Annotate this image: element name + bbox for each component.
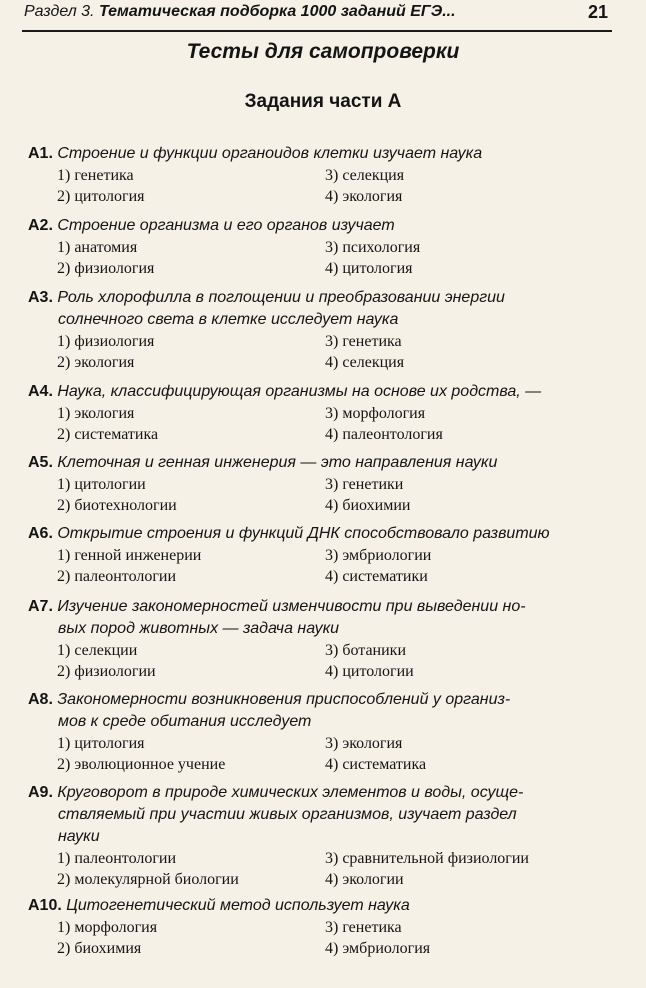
answer-option: 2) физиология (57, 260, 155, 277)
question-number: А7. (28, 598, 53, 615)
answer-option: 2) биохимия (57, 940, 142, 957)
answer-option: 1) анатомия (57, 239, 138, 256)
answer-option: 4) палеонтология (325, 426, 443, 443)
answer-option: 4) цитологии (325, 663, 414, 680)
answer-option: 1) палеонтологии (57, 850, 177, 867)
answer-options (28, 331, 618, 375)
answer-option: 1) генной инженерии (57, 547, 202, 564)
question-number: А8. (28, 691, 53, 708)
answer-option: 4) цитология (325, 260, 413, 277)
question-text: Клеточная и генная инженерия — это направления науки (57, 454, 498, 471)
answer-options (28, 237, 618, 281)
answer-option: 2) палеонтологии (57, 568, 177, 585)
answer-option: 4) биохимии (325, 497, 411, 514)
header-section (24, 3, 456, 21)
answer-options (28, 848, 618, 892)
answer-option: 1) морфология (57, 919, 158, 936)
question-a8 (28, 689, 618, 777)
answer-option: 3) генетики (325, 476, 404, 493)
answer-option: 3) морфология (325, 405, 426, 422)
answer-options (28, 403, 618, 447)
answer-option: 1) цитология (57, 735, 145, 752)
answer-options (28, 640, 618, 684)
question-a7 (28, 596, 618, 684)
question-number: А10. (28, 897, 62, 914)
answer-option: 1) экология (57, 405, 135, 422)
question-a9 (28, 782, 618, 892)
answer-options (28, 733, 618, 777)
question-a3 (28, 287, 618, 375)
answer-option: 3) экология (325, 735, 403, 752)
question-number: А4. (28, 383, 53, 400)
answer-option: 2) экология (57, 354, 135, 371)
answer-option: 1) физиология (57, 333, 155, 350)
answer-options (28, 545, 618, 589)
answer-option: 2) эволюционное учение (57, 756, 226, 773)
answer-option: 1) селекции (57, 642, 138, 659)
question-text: Цитогенетический метод использует наука (66, 897, 410, 914)
question-a2 (28, 215, 618, 281)
question-a4 (28, 381, 618, 447)
question-number: А2. (28, 217, 53, 234)
answer-option: 2) физиологии (57, 663, 156, 680)
question-text: науки (58, 828, 100, 845)
answer-option: 3) эмбриологии (325, 547, 432, 564)
page-title: Тесты для самопроверки (186, 40, 460, 63)
answer-option: 4) систематика (325, 756, 427, 773)
answer-option: 1) цитологии (57, 476, 146, 493)
answer-option: 1) генетика (57, 167, 134, 184)
answer-option: 3) генетика (325, 919, 402, 936)
header-section-label: Раздел 3. (24, 3, 95, 20)
answer-option: 3) генетика (325, 333, 402, 350)
question-number: А5. (28, 454, 53, 471)
question-text: вых пород животных — задача науки (58, 620, 340, 637)
question-text: солнечного света в клетке исследует наука (58, 311, 399, 328)
answer-option: 3) ботаники (325, 642, 407, 659)
question-a5 (28, 452, 618, 518)
answer-option: 2) молекулярной биологии (57, 871, 239, 888)
answer-options (28, 917, 618, 961)
question-text: мов к среде обитания исследует (58, 713, 312, 730)
answer-option: 2) биотехнологии (57, 497, 177, 514)
question-text: Изучение закономерностей изменчивости при выведении но- (57, 598, 526, 615)
question-a6 (28, 523, 618, 589)
page-number: 21 (587, 2, 608, 22)
answer-option: 3) сравнительной физиологии (325, 850, 529, 867)
question-number: А1. (28, 145, 53, 162)
question-text: Наука, классифицирующая организмы на основе их родства, — (57, 383, 542, 400)
answer-option: 3) селекция (325, 167, 405, 184)
question-text: Открытие строения и функций ДНК способствовало развитию (57, 525, 550, 542)
answer-option: 4) эмбриология (325, 940, 431, 957)
question-a10 (28, 895, 618, 961)
answer-options (28, 474, 618, 518)
answer-options (28, 165, 618, 209)
question-number: А3. (28, 289, 53, 306)
answer-option: 2) цитология (57, 188, 145, 205)
answer-option: 4) селекция (325, 354, 405, 371)
question-text: Строение и функции органоидов клетки изучает наука (57, 145, 483, 162)
running-header (22, 0, 612, 32)
answer-option: 3) психология (325, 239, 421, 256)
answer-option: 4) экологии (325, 871, 404, 888)
question-text: Круговорот в природе химических элементов и воды, осуще- (57, 784, 524, 801)
section-title: Задания части А (244, 91, 402, 112)
question-number: А9. (28, 784, 53, 801)
answer-option: 4) систематики (325, 568, 428, 585)
answer-option: 4) экология (325, 188, 403, 205)
question-text: Роль хлорофилла в поглощении и преобразовании энергии (57, 289, 505, 306)
question-text: Строение организма и его органов изучает (57, 217, 395, 234)
question-number: А6. (28, 525, 53, 542)
answer-option: 2) систематика (57, 426, 159, 443)
question-text: ствляемый при участии живых организмов, изучает раздел (58, 806, 517, 823)
header-book-title: Тематическая подборка 1000 заданий ЕГЭ... (98, 3, 456, 20)
question-a1 (28, 143, 618, 209)
question-text: Закономерности возникновения приспособлений у организ- (57, 691, 511, 708)
